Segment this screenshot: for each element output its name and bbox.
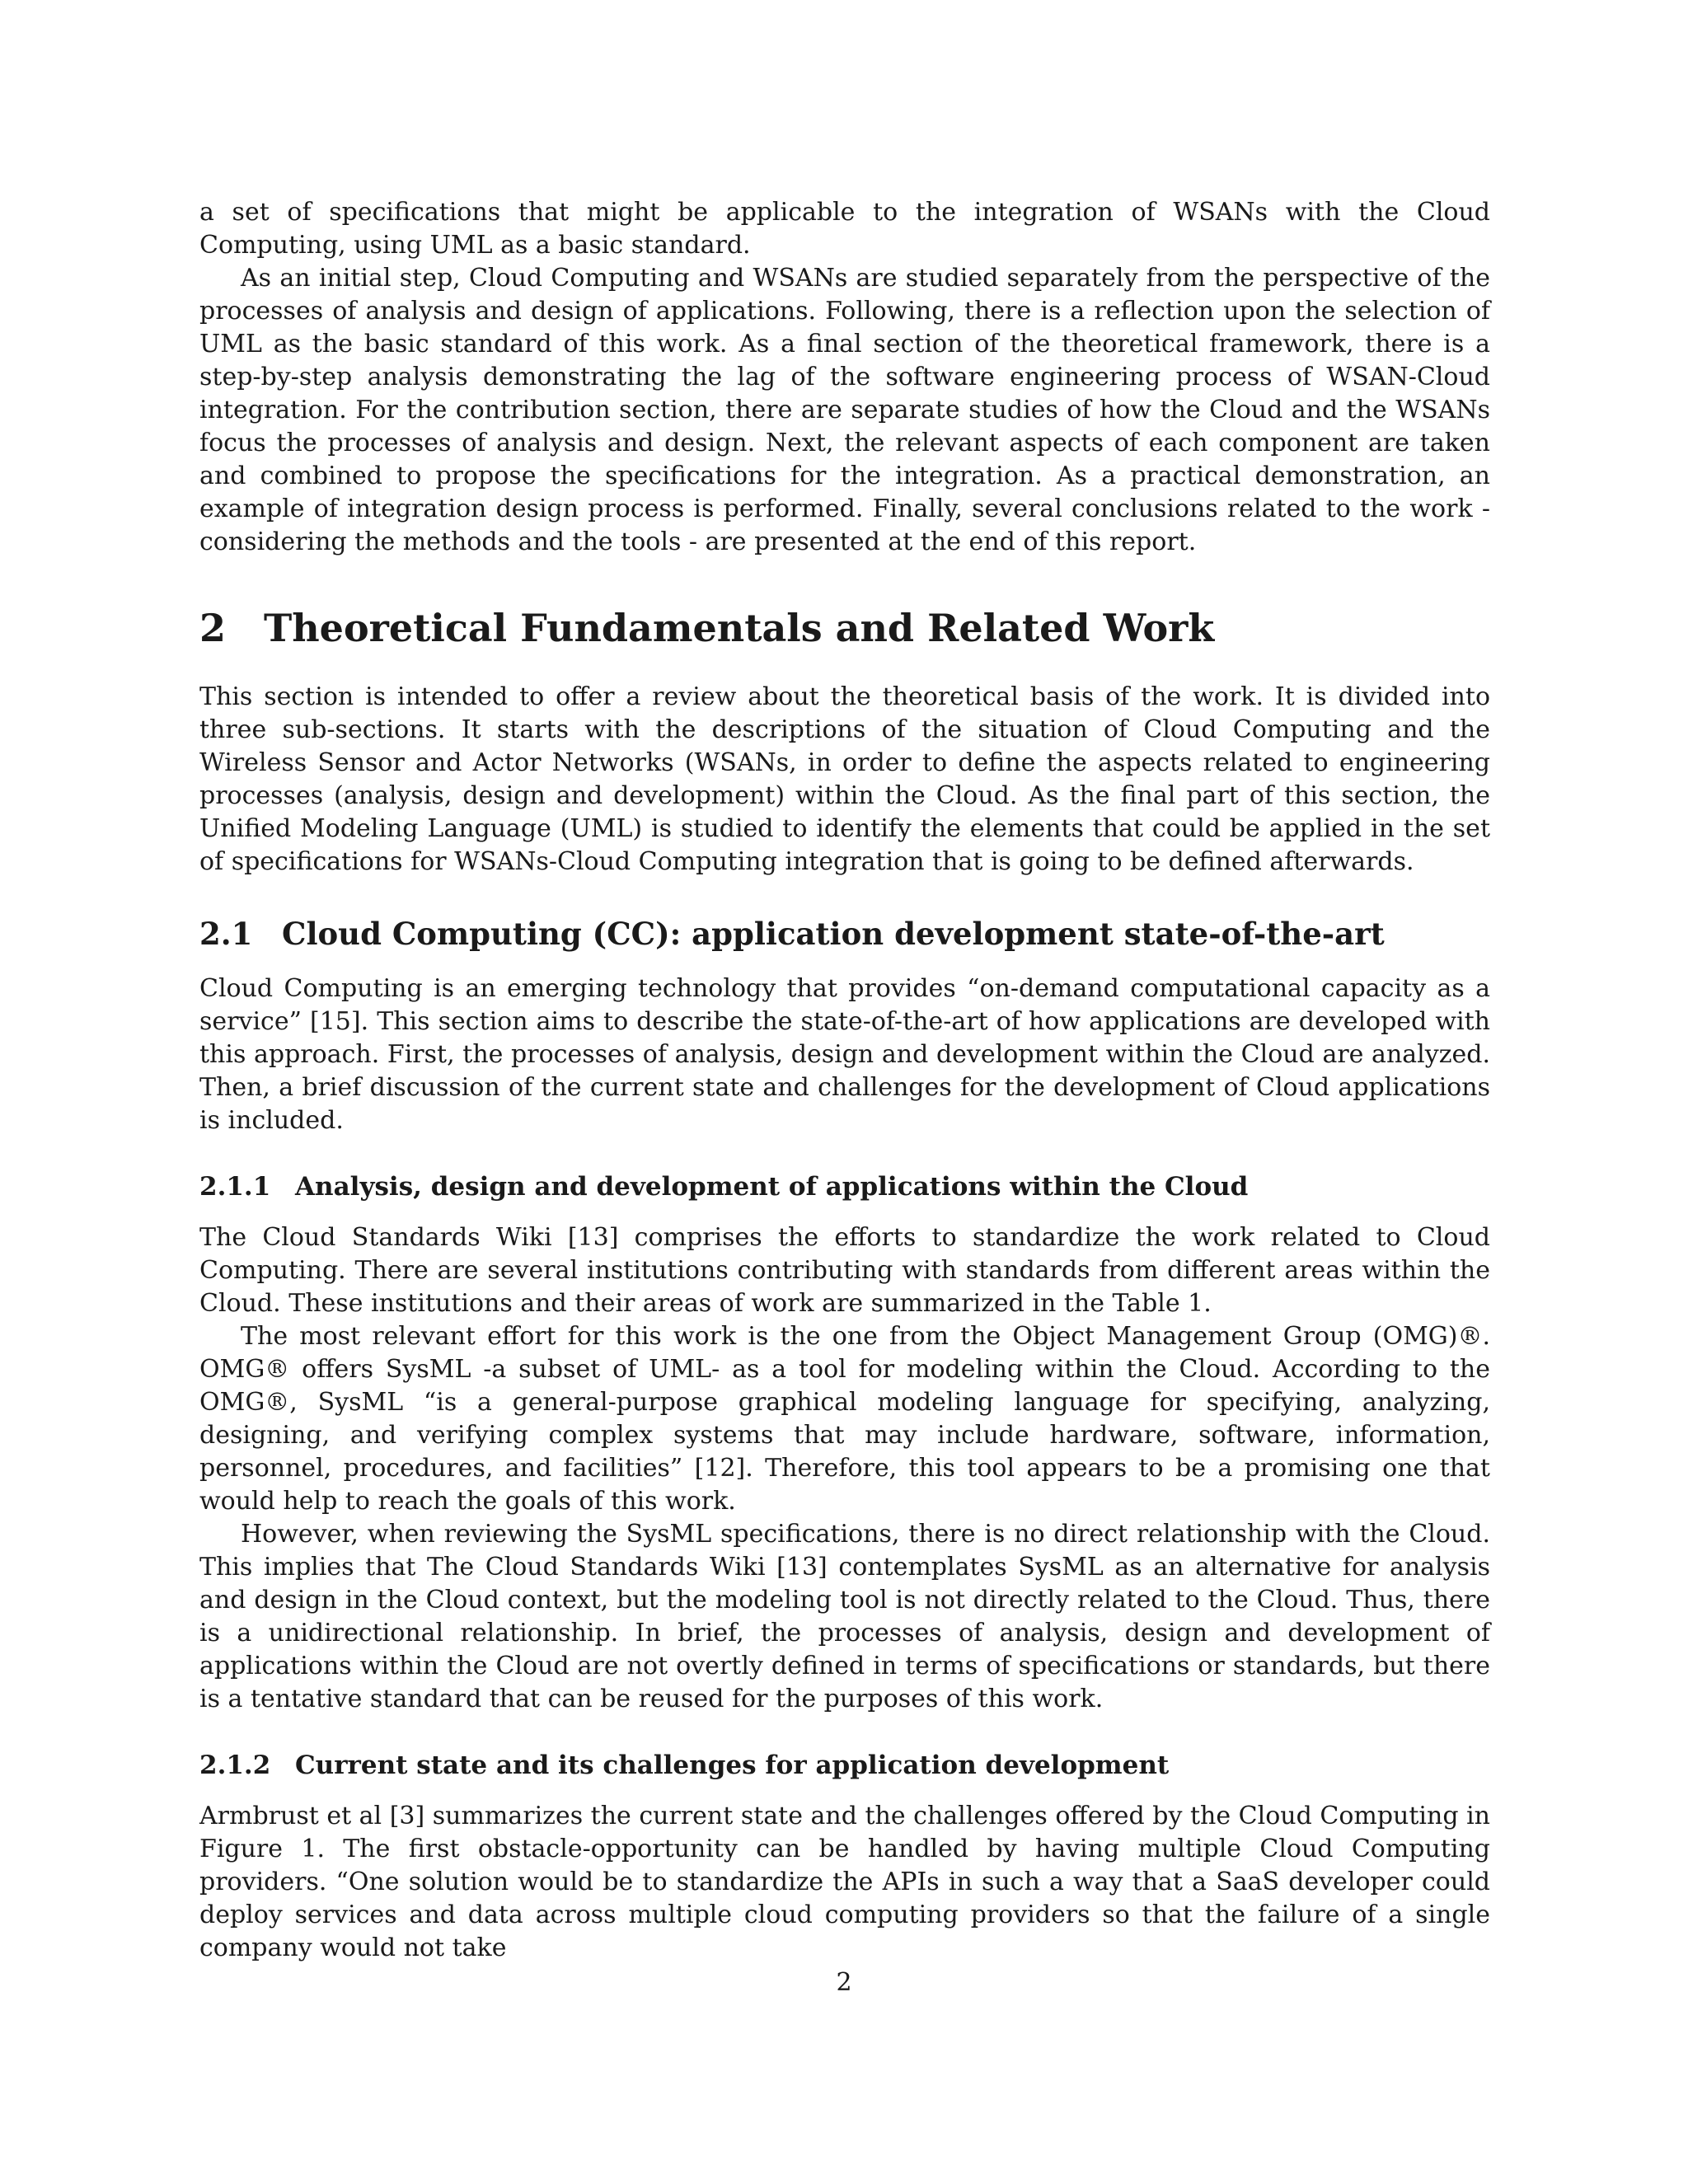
section-2-1-1-paragraph-1: The Cloud Standards Wiki [13] comprises the efforts to standardize the work related to Cloud Computing. There are several institutions contributing with standards from different areas within the Cloud. These institutions and their areas of work are summarized in the Table 1. [199, 1223, 1490, 1318]
subsubsection-number: 2.1.1 [199, 1172, 271, 1202]
section-2-1-1-paragraph-3: However, when reviewing the SysML specifications, there is no direct relationship with the Cloud. This implies that The Cloud Standards Wiki [13] contemplates SysML as an alternative for analysis and design in the Cloud context, but the modeling tool is not directly related to the Cloud. Thus, there is a unidirectional relationship. In brief, the processes of analysis, design and development of applications within the Cloud are not overtly defined in terms of specifications or standards, but there is a tentative standard that can be reused for the purposes of this work. [199, 1520, 1490, 1713]
section-2-1-2-heading [199, 1749, 1490, 1782]
section-2-heading [199, 605, 1490, 651]
subsection-title: Cloud Computing (CC): application development state-of-the-art [282, 916, 1385, 952]
subsubsection-title: Analysis, design and development of applications within the Cloud [295, 1172, 1249, 1202]
subsection-number: 2.1 [199, 916, 253, 952]
section-number: 2 [199, 606, 227, 650]
subsubsection-number: 2.1.2 [199, 1750, 271, 1780]
page-number: 2 [836, 1968, 852, 1997]
section-2-1-paragraph-1: Cloud Computing is an emerging technology that provides “on-demand computational capacity as a service” [15]. This section aims to describe the state-of-the-art of how applications are developed with this approach. First, the processes of analysis, design and development within the Cloud are analyzed. Then, a brief discussion of the current state and challenges for the development of Cloud applications is included. [199, 974, 1490, 1135]
subsubsection-title: Current state and its challenges for application development [295, 1750, 1170, 1780]
intro-paragraph-2: As an initial step, Cloud Computing and WSANs are studied separately from the perspective of the processes of analysis and design of applications. Following, there is a reflection upon the selection of UML as the basic standard of this work. As a final section of the theoretical framework, there is a step-by-step analysis demonstrating the lag of the software engineering process of WSAN-Cloud integration. For the contribution section, there are separate studies of how the Cloud and the WSANs focus the processes of analysis and design. Next, the relevant aspects of each component are taken and combined to propose the specifications for the integration. As a practical demonstration, an example of integration design process is performed. Finally, several conclusions related to the work - considering the methods and the tools - are presented at the end of this report. [199, 264, 1490, 556]
intro-paragraph-1: a set of specifications that might be applicable to the integration of WSANs with the Cloud Computing, using UML as a basic standard. [199, 198, 1490, 260]
section-2-1-1-paragraph-2: The most relevant effort for this work is the one from the Object Management Group (OMG)®. OMG® offers SysML -a subset of UML- as a tool for modeling within the Cloud. According to the OMG®, SysML “is a general-purpose graphical modeling language for specifying, analyzing, designing, and verifying complex systems that may include hardware, software, information, personnel, procedures, and facilities” [12]. Therefore, this tool appears to be a promising one that would help to reach the goals of this work. [199, 1322, 1490, 1516]
section-2-1-1-heading [199, 1170, 1490, 1203]
section-2-1-2-paragraph-1: Armbrust et al [3] summarizes the current state and the challenges offered by the Cloud Computing in Figure 1. The first obstacle-opportunity can be handled by having multiple Cloud Computing providers. “One solution would be to standardize the APIs in such a way that a SaaS developer could deploy services and data across multiple cloud computing providers so that the failure of a single company would not take [199, 1802, 1490, 1962]
section-2-1-heading [199, 915, 1490, 953]
page-content [199, 196, 1490, 1965]
section-title: Theoretical Fundamentals and Related Work [264, 606, 1215, 650]
section-2-paragraph-1: This section is intended to offer a review about the theoretical basis of the work. It is divided into three sub-sections. It starts with the descriptions of the situation of Cloud Computing and the Wireless Sensor and Actor Networks (WSANs, in order to define the aspects related to engineering processes (analysis, design and development) within the Cloud. As the final part of this section, the Unified Modeling Language (UML) is studied to identify the elements that could be applied in the set of specifications for WSANs-Cloud Computing integration that is going to be defined afterwards. [199, 682, 1490, 876]
